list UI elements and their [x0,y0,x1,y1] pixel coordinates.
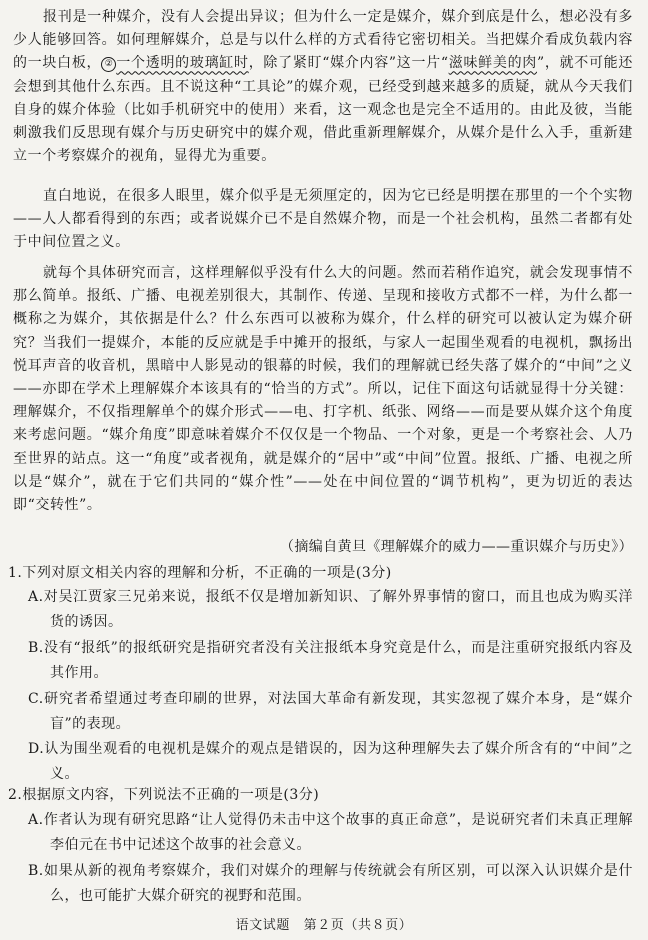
passage-text: 报刊是一种媒介，没有人会提出异议；但为什么一定是媒介，媒介到底是什么，想必没有多少人能够回答。如何理解媒介，总是与以什么样的方式看待它密切相关。当把媒介看成负载内容的一块白板， [13,9,633,72]
question-1-option-a: A.对吴江贾家三兄弟来说，报纸不仅是增加新知识、了解外界事情的窗口，而且也成为购买洋货的诱因。 [28,589,633,630]
source-citation: （摘编自黄旦《理解媒介的威力——重识媒介与历史》） [280,539,633,555]
passage-paragraph-1 [13,6,633,168]
question-2-option-a: A.作者认为现有研究思路“让人觉得仍未击中这个故事的真正命意”，是说研究者们未真正理解李伯元在书中记述这个故事的社会意义。 [28,812,633,853]
question-1-option-d: D.认为围坐观看的电视机是媒介的观点是错误的，因为这种理解失去了媒介所含有的“中间”之义。 [28,741,633,782]
question-1-option-b: B.没有“报纸”的报纸研究是指研究者没有关注报纸本身究竟是什么，而是注重研究报纸内容及其作用。 [28,640,633,681]
passage-paragraph-3: 就每个具体研究而言，这样理解似乎没有什么大的问题。然而若稍作追究，就会发现事情不那么简单。报纸、广播、电视差别很大，其制作、传递、呈现和接收方式都不一样，为什么都一概称之为媒介，其依据是什么？什么东西可以被称为媒介，什么样的研究可以被认定为媒介研究？当我们一提媒介，本能的反应就是手中摊开的报纸，与家人一起围坐观看的电视机，飘扬出悦耳声音的收音机，黑暗中人影晃动的银幕的时候，我们的理解就已经失落了媒介的“中间”之义——亦即在学术上理解媒介本该具有的“恰当的方式”。所以，记住下面这句话就显得十分关键：理解媒介，不仅指理解单个的媒介形式——电、打字机、纸张、网络——而是要从媒介这个角度来考虑问题。“媒介角度”即意味着媒介不仅仅是一个物品、一个对象，更是一个考察社会、人乃至世界的站点。这一“角度”或者视角，就是媒介的“居中”或“中间”位置。报纸、广播、电视之所以是“媒介”，就在于它们共同的“媒介性”——处在中间位置的“调节机构”，更为切近的表达即“交转性”。 [13,265,633,514]
page-footer: 语文试题 第２页（共８页） [235,918,413,933]
passage-paragraph-2: 直白地说，在很多人眼里，媒介似乎是无须厘定的，因为它已经是明摆在那里的一个个实物——人人都看得到的东西；或者说媒介已不是自然媒介物，而是一个社会机构，虽然二者都有处于中间位置之义。 [13,188,633,251]
question-1-stem: 1.下列对原文相关内容的理解和分析，不正确的一项是(3分) [8,565,392,581]
wavy-underlined-phrase: 滋味鲜美的肉 [448,55,537,72]
passage-text: ”，就不可能还会想到其他什么东西。且不说这种“工具论”的媒介观，已经受到越来越多的质疑，就从今天我们自身的媒介体验（比如手机研究中的使用）来看，这一观念也是完全不适用的。由此及彼，当能刺激我们反思现有媒介与历史研究中的媒介观，借此重新理解媒介，从媒介是什么入手，重新建立一个考察媒介的视角，显得尤为重要。 [13,55,633,165]
passage-text: ，除了紧盯“媒介内容”这一片“ [248,55,449,72]
question-1-option-c: C.研究者希望通过考查印刷的世界，对法国大革命有新发现，其实忽视了媒介本身，是“媒介盲”的表现。 [28,691,633,732]
question-2-option-b: B.如果从新的视角考察媒介，我们对媒介的理解与传统就会有所区别，可以深入认识媒介是什么，也可能扩大媒介研究的视野和范围。 [28,863,633,904]
question-2-stem: 2.根据原文内容，下列说法不正确的一项是(3分) [8,787,320,803]
circled-number-marker: ② [101,57,116,72]
wavy-underlined-phrase: 一个透明的玻璃缸时 [116,55,249,72]
